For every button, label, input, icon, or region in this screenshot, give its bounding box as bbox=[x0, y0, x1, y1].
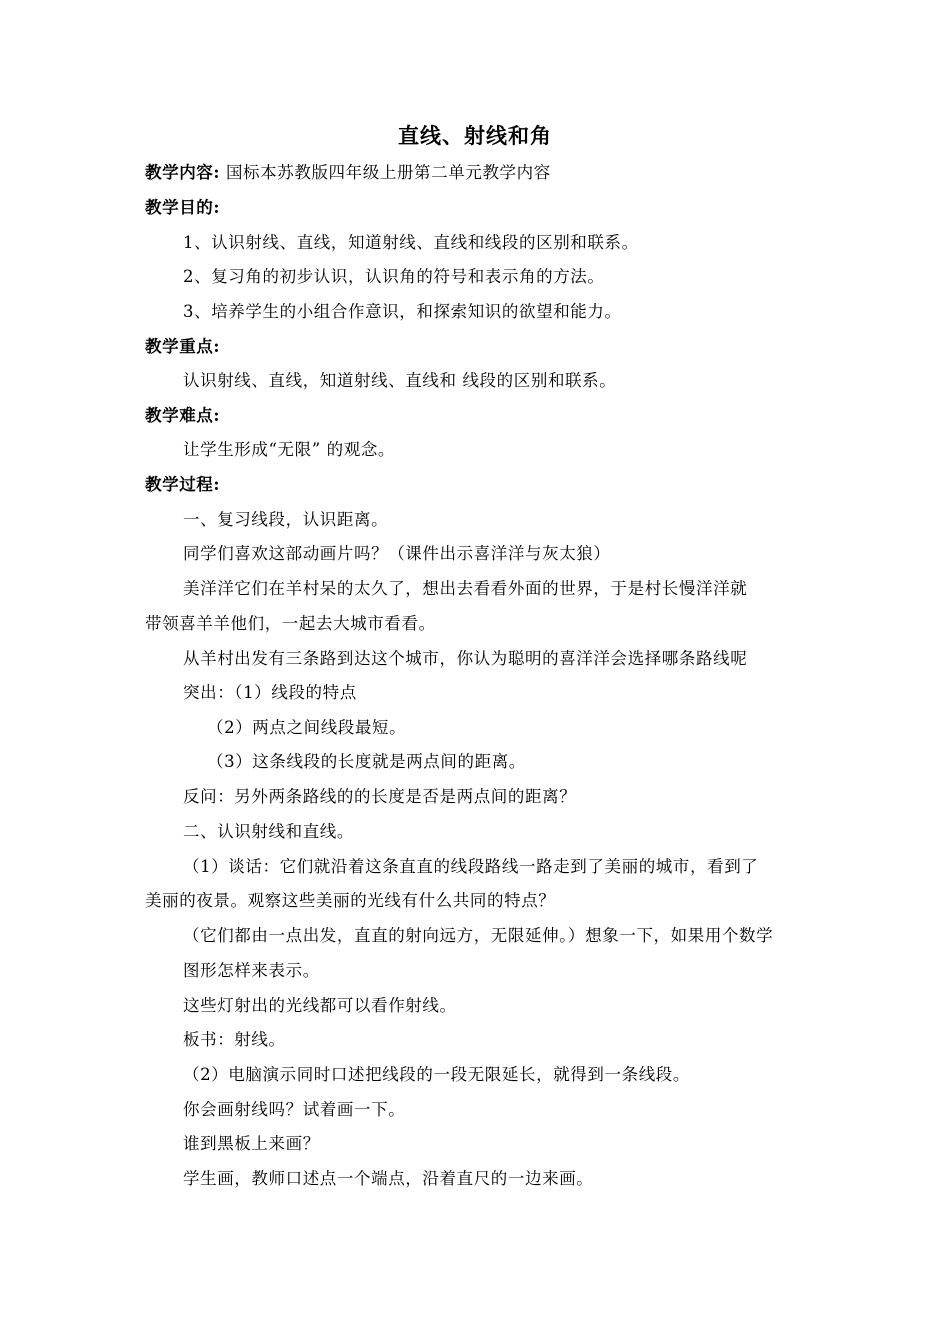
process-paragraph: 带领喜羊羊他们，一起去大城市看看。 bbox=[145, 614, 436, 633]
process-paragraph: （2）电脑演示同时口述把线段的一段无限延长，就得到一条线段。 bbox=[183, 1065, 690, 1084]
process-paragraph: 美洋洋它们在羊村呆的太久了，想出去看看外面的世界，于是村长慢洋洋就 bbox=[183, 579, 748, 598]
process-label: 教学过程: bbox=[145, 475, 221, 494]
process-paragraph: （1）谈话：它们就沿着这条直直的线段路线一路走到了美丽的城市，看到了 bbox=[183, 857, 759, 876]
process-paragraph: （2）两点之间线段最短。 bbox=[207, 718, 407, 737]
content-text: 国标本苏教版四年级上册第二单元教学内容 bbox=[225, 163, 551, 182]
process-paragraph: 一、复习线段，认识距离。 bbox=[183, 510, 389, 529]
process-paragraph: 学生画，教师口述点一个端点，沿着直尺的一边来画。 bbox=[183, 1169, 594, 1188]
content-line bbox=[145, 162, 551, 184]
process-paragraph: （3）这条线段的长度就是两点间的距离。 bbox=[207, 752, 526, 771]
process-paragraph: 二、认识射线和直线。 bbox=[183, 822, 354, 841]
document-title: 直线、射线和角 bbox=[398, 123, 552, 148]
process-paragraph: 板书：射线。 bbox=[183, 1030, 286, 1049]
process-paragraph: 突出：（1）线段的特点 bbox=[183, 683, 357, 702]
process-paragraph: （它们都由一点出发，直直的射向远方，无限延伸。）想象一下，如果用个数学 bbox=[183, 926, 774, 945]
content-label: 教学内容: bbox=[145, 163, 221, 182]
process-paragraph: 同学们喜欢这部动画片吗？（课件出示喜洋洋与灰太狼） bbox=[183, 544, 611, 563]
difficulty-text: 让学生形成“无限” 的观念。 bbox=[183, 440, 396, 459]
objective-item: 2、复习角的初步认识，认识角的符号和表示角的方法。 bbox=[183, 267, 605, 286]
key-label: 教学重点: bbox=[145, 337, 221, 356]
process-paragraph: 反问：另外两条路线的的长度是否是两点间的距离？ bbox=[183, 787, 577, 806]
process-paragraph: 美丽的夜景。观察这些美丽的光线有什么共同的特点？ bbox=[145, 891, 556, 910]
difficulty-label: 教学难点: bbox=[145, 406, 221, 425]
process-paragraph: 这些灯射出的光线都可以看作射线。 bbox=[183, 996, 457, 1015]
key-text: 认识射线、直线，知道射线、直线和 线段的区别和联系。 bbox=[183, 371, 617, 390]
objective-item: 3、培养学生的小组合作意识，和探索知识的欲望和能力。 bbox=[183, 302, 622, 321]
objective-item: 1、认识射线、直线，知道射线、直线和线段的区别和联系。 bbox=[183, 233, 639, 252]
process-paragraph: 图形怎样来表示。 bbox=[183, 961, 320, 980]
process-paragraph: 谁到黑板上来画？ bbox=[183, 1134, 320, 1153]
process-paragraph: 从羊村出发有三条路到达这个城市，你认为聪明的喜洋洋会选择哪条路线呢 bbox=[183, 649, 748, 668]
objectives-label: 教学目的: bbox=[145, 198, 221, 217]
process-paragraph: 你会画射线吗？试着画一下。 bbox=[183, 1100, 406, 1119]
